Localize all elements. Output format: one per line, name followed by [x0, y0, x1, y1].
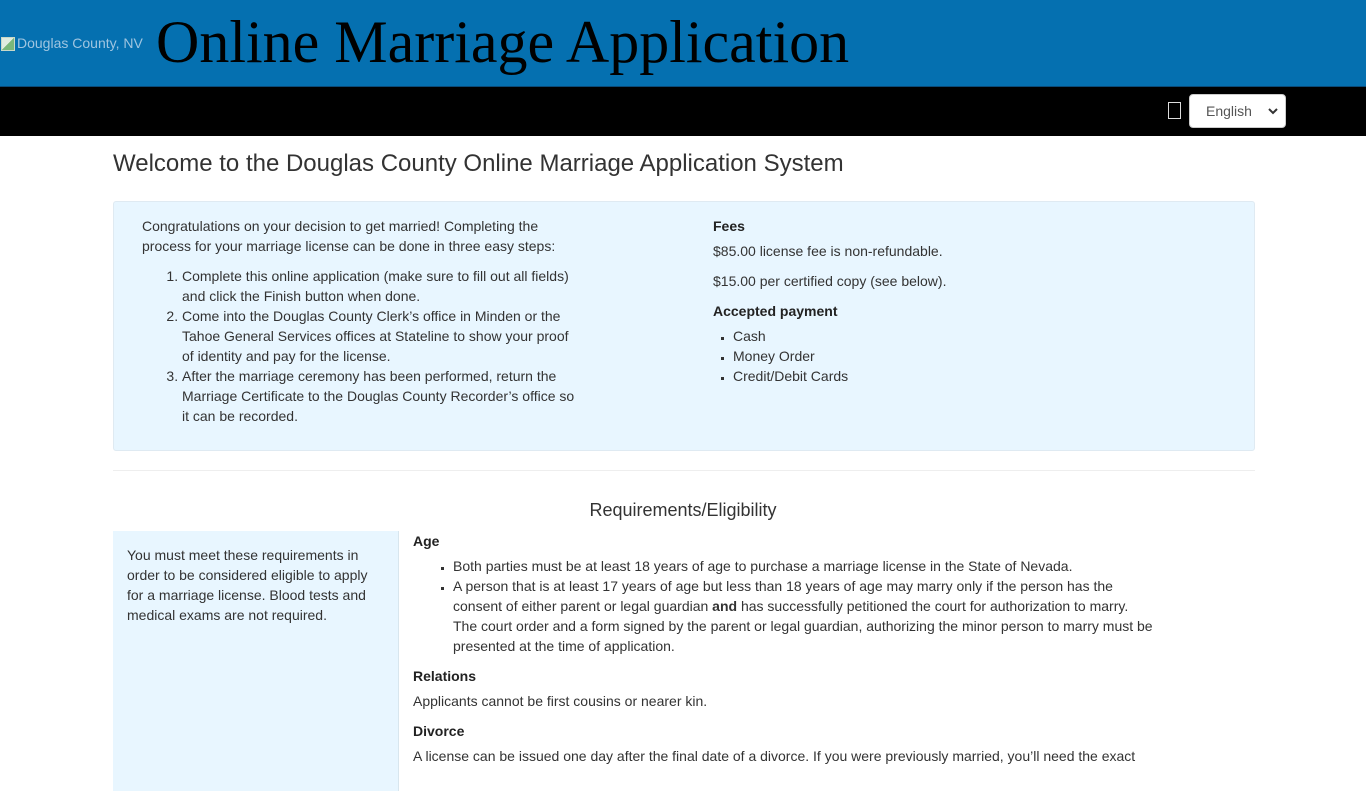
site-title: Online Marriage Application [156, 9, 850, 75]
steps-list [142, 266, 582, 426]
top-navbar [0, 86, 1366, 136]
language-selected-value: English [1206, 103, 1252, 119]
age-heading: Age [413, 533, 440, 549]
logo-alt-text: Douglas County, NV [17, 35, 143, 51]
page-title: Welcome to the Douglas County Online Marriage Application System [113, 150, 844, 177]
welcome-panel [113, 201, 1255, 451]
intro-text: Congratulations on your decision to get married! Completing the process for your marriage license can be done in three easy steps: [142, 218, 556, 254]
relations-heading: Relations [413, 668, 477, 684]
requirements-sidebar-text: You must meet these requirements in order to be considered eligible to apply for a marriage license. Blood tests and medical exams are not required. [127, 547, 368, 623]
divorce-text: A license can be issued one day after the final date of a divorce. If you were previously married, you’ll need the exact [413, 748, 1136, 764]
requirements-sidebar [113, 531, 399, 791]
payment-methods-list [713, 326, 1213, 386]
divorce-heading: Divorce [413, 723, 465, 739]
age-item [453, 576, 1153, 656]
payment-heading: Accepted payment [713, 303, 838, 319]
age-item-bold: and [712, 598, 738, 614]
payment-method-item: ▪ Cash [733, 326, 1213, 346]
section-divider [113, 470, 1255, 471]
requirements-heading: Requirements/Eligibility [589, 500, 777, 520]
header-banner [0, 0, 1366, 86]
intro-column [142, 216, 582, 426]
menu-toggle-icon[interactable] [1168, 102, 1181, 119]
payment-method-item: ▪ Money Order [733, 346, 1213, 366]
fees-column [713, 216, 1213, 386]
county-logo[interactable] [0, 34, 143, 52]
fees-heading: Fees [713, 218, 745, 234]
step-item: 2. Come into the Douglas County Clerk’s office in Minden or the Tahoe General Services offices at Stateline to show your proof of identity and pay for the license. [182, 306, 582, 366]
step-item: 3. After the marriage ceremony has been performed, return the Marriage Certificate to the Douglas County Recorder’s office so it can be recorded. [182, 366, 582, 426]
chevron-down-icon [1267, 105, 1279, 117]
step-item: 1. Complete this online application (make sure to fill out all fields) and click the Finish button when done. [182, 266, 582, 306]
requirements-content [413, 531, 1153, 776]
payment-method-item: ▪ Credit/Debit Cards [733, 366, 1213, 386]
broken-image-icon [0, 35, 16, 51]
copy-fee-text: $15.00 per certified copy (see below). [713, 273, 947, 289]
age-item-text: has successfully petitioned the court for authorization to marry. The court order and a form signed by the parent or legal guardian, authorizing the minor person to marry must be presented at the time of application. [453, 598, 1153, 654]
language-select[interactable] [1189, 94, 1286, 128]
age-list [413, 556, 1153, 656]
relations-text: Applicants cannot be first cousins or nearer kin. [413, 693, 708, 709]
license-fee-text: $85.00 license fee is non-refundable. [713, 243, 943, 259]
age-item-text: A person that is at least 17 years of age but less than 18 years of age may marry only if the person has the consent of either parent or legal guardian [453, 578, 1113, 614]
age-item: ▪ Both parties must be at least 18 years of age to purchase a marriage license in the State of Nevada. [453, 556, 1153, 576]
